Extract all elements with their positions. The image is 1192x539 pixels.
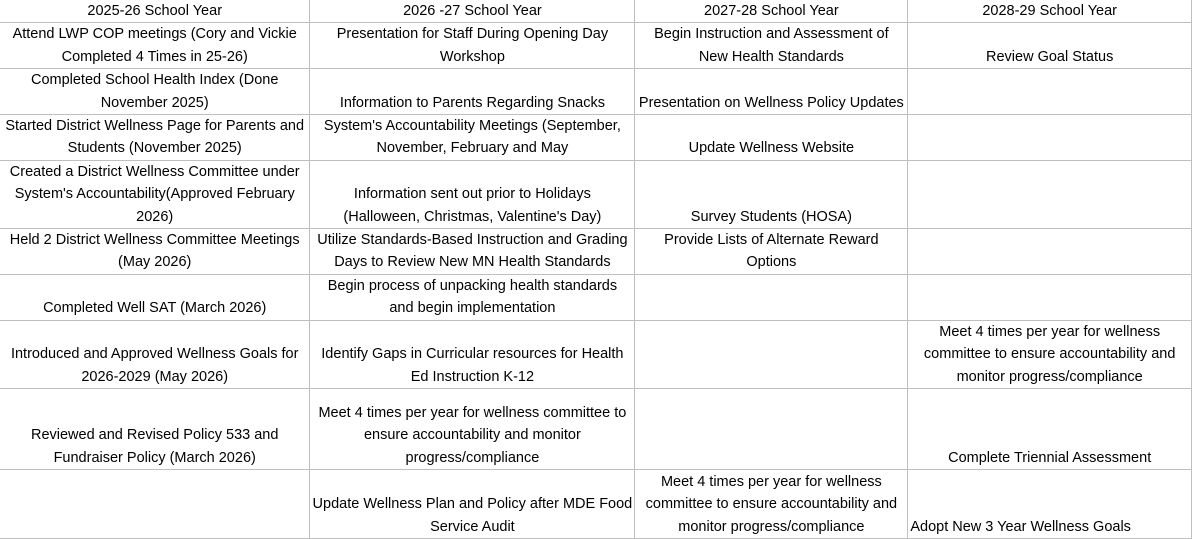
cell-2028-29[interactable]	[908, 274, 1192, 320]
cell-text-line: Adopt New 3 Year Wellness Goals	[910, 518, 1131, 535]
cell-2028-29[interactable]	[908, 389, 1192, 470]
cell-2025-26[interactable]	[0, 389, 310, 470]
cell-text-line: Meet 4 times per year for wellness	[939, 323, 1161, 340]
table-row	[0, 274, 1192, 320]
cell-text-line: Presentation on Wellness Policy Updates	[638, 94, 904, 111]
cell-text-line: and begin implementation	[389, 300, 556, 317]
cell-text-line: (Halloween, Christmas, Valentine's Day)	[343, 208, 602, 225]
cell-2027-28[interactable]	[635, 23, 908, 69]
cell-text-line: Completed 4 Times in 25-26)	[61, 48, 248, 65]
cell-2025-26[interactable]	[0, 229, 310, 275]
table-row	[0, 69, 1192, 115]
cell-text-line: 2026-2029 (May 2026)	[81, 368, 229, 385]
cell-text-line: Reviewed and Revised Policy 533 and	[30, 427, 279, 444]
table-row	[0, 470, 1192, 539]
table-row	[0, 229, 1192, 275]
cell-text-line: 2026)	[136, 208, 174, 225]
cell-2026-27[interactable]	[310, 69, 635, 115]
cell-text-line: committee to ensure accountability and	[645, 496, 898, 513]
cell-text-line: Provide Lists of Alternate Reward	[664, 232, 879, 249]
cell-2027-28[interactable]	[635, 69, 908, 115]
cell-2028-29[interactable]	[908, 229, 1192, 275]
cell-text-line: monitor progress/compliance	[678, 518, 865, 535]
cell-text-line: November, February and May	[376, 140, 569, 157]
cell-2027-28[interactable]	[635, 160, 908, 228]
cell-text-line: Identify Gaps in Curricular resources for Health	[321, 346, 624, 363]
table-row	[0, 115, 1192, 161]
cell-text-line: Information to Parents Regarding Snacks	[339, 94, 605, 111]
cell-2025-26[interactable]	[0, 115, 310, 161]
table-row	[0, 320, 1192, 388]
cell-text-line: Complete Triennial Assessment	[948, 449, 1152, 466]
cell-text-line: Survey Students (HOSA)	[690, 208, 852, 225]
cell-text-line: Meet 4 times per year for wellness committee to	[318, 404, 627, 421]
cell-text-line: Begin process of unpacking health standards	[327, 278, 618, 295]
cell-2027-28[interactable]	[635, 274, 908, 320]
cell-2028-29[interactable]	[908, 160, 1192, 228]
cell-text-line: Started District Wellness Page for Parents and	[5, 118, 305, 135]
cell-2028-29[interactable]	[908, 69, 1192, 115]
cell-text-line: Ed Instruction K-12	[410, 368, 535, 385]
cell-text-line: Information sent out prior to Holidays	[353, 186, 591, 203]
cell-2028-29[interactable]	[908, 320, 1192, 388]
cell-2025-26[interactable]	[0, 160, 310, 228]
cell-2027-28[interactable]	[635, 470, 908, 539]
cell-text-line: Update Wellness Plan and Policy after MDE Food	[312, 496, 633, 513]
cell-2025-26[interactable]	[0, 69, 310, 115]
cell-text-line: Service Audit	[430, 518, 515, 535]
cell-text-line: Completed Well SAT (March 2026)	[43, 300, 267, 317]
cell-text-line: monitor progress/compliance	[956, 368, 1143, 385]
cell-text-line: Workshop	[439, 48, 505, 65]
cell-2027-28[interactable]	[635, 229, 908, 275]
cell-text-line: Held 2 District Wellness Committee Meetings	[9, 232, 300, 249]
table-row	[0, 23, 1192, 69]
cell-text-line: Created a District Wellness Committee under	[9, 163, 300, 180]
cell-2026-27[interactable]	[310, 229, 635, 275]
cell-text-line: System's Accountability Meetings (September,	[323, 118, 621, 135]
cell-text-line: System's Accountability(Approved February	[14, 186, 295, 203]
cell-text-line: Presentation for Staff During Opening Day	[336, 26, 609, 43]
cell-text-line: progress/compliance	[405, 449, 540, 466]
cell-text-line: Fundraiser Policy (March 2026)	[53, 449, 256, 466]
cell-2025-26[interactable]	[0, 470, 310, 539]
cell-2026-27[interactable]	[310, 389, 635, 470]
cell-text-line: Attend LWP COP meetings (Cory and Vickie	[12, 26, 297, 43]
cell-text-line: Begin Instruction and Assessment of	[654, 26, 889, 43]
column-header-2026-27[interactable]: 2026 -27 School Year	[310, 0, 635, 23]
cell-2028-29[interactable]	[908, 115, 1192, 161]
cell-text-line: (May 2026)	[118, 254, 192, 271]
cell-2027-28[interactable]	[635, 389, 908, 470]
column-header-2028-29[interactable]: 2028-29 School Year	[908, 0, 1192, 23]
cell-text-line: Completed School Health Index (Done	[30, 72, 279, 89]
cell-text-line: ensure accountability and monitor	[363, 427, 581, 444]
cell-2026-27[interactable]	[310, 115, 635, 161]
cell-text-line: Introduced and Approved Wellness Goals for	[10, 346, 299, 363]
cell-2027-28[interactable]	[635, 320, 908, 388]
cell-text-line: Update Wellness Website	[688, 140, 855, 157]
cell-2027-28[interactable]	[635, 115, 908, 161]
cell-text-line: Options	[746, 254, 797, 271]
cell-2026-27[interactable]	[310, 160, 635, 228]
cell-2026-27[interactable]	[310, 23, 635, 69]
cell-2025-26[interactable]	[0, 274, 310, 320]
cell-text-line: Meet 4 times per year for wellness	[660, 473, 882, 490]
cell-text-line: Students (November 2025)	[67, 140, 242, 157]
cell-text-line: November 2025)	[100, 94, 209, 111]
cell-2026-27[interactable]	[310, 470, 635, 539]
cell-text-line: Days to Review New MN Health Standards	[334, 254, 611, 271]
table-row	[0, 389, 1192, 470]
cell-2026-27[interactable]	[310, 320, 635, 388]
cell-2025-26[interactable]	[0, 23, 310, 69]
cell-text-line: Utilize Standards-Based Instruction and Grading	[317, 232, 628, 249]
cell-2026-27[interactable]	[310, 274, 635, 320]
cell-text-line: Review Goal Status	[986, 48, 1114, 65]
column-header-2027-28[interactable]: 2027-28 School Year	[635, 0, 908, 23]
table-row	[0, 160, 1192, 228]
cell-2025-26[interactable]	[0, 320, 310, 388]
cell-text-line: New Health Standards	[698, 48, 844, 65]
header-row	[0, 0, 1192, 23]
column-header-2025-26[interactable]: 2025-26 School Year	[0, 0, 310, 23]
cell-2028-29[interactable]	[908, 23, 1192, 69]
cell-text-line: committee to ensure accountability and	[923, 346, 1176, 363]
cell-2028-29[interactable]	[908, 470, 1192, 539]
